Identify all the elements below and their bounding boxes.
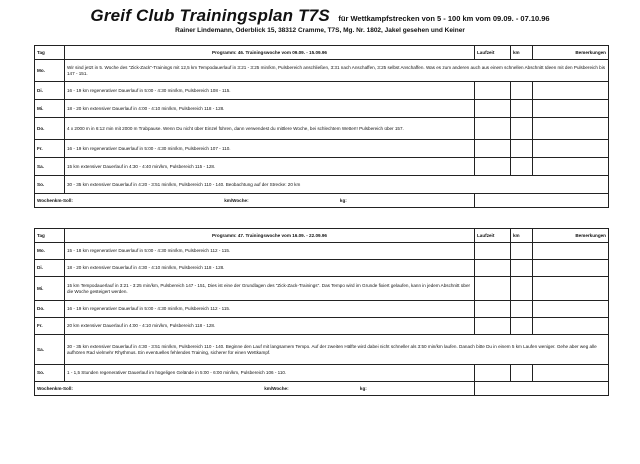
km-per-week-label: km/Woche: [224,197,249,203]
day-label: Mo. [35,60,65,82]
week-km-label: Wochenkm-Soll: [37,197,73,203]
week-title: Programm: 46. Trainingswoche vom 09.09. - 15.09.96 [65,46,475,60]
laufzeit-cell[interactable] [475,158,511,176]
laufzeit-cell[interactable] [475,365,511,382]
table-header-row [35,46,609,60]
week-summary-row [35,194,609,208]
plan-title-line [0,6,640,26]
plan-title-suffix: für Wettkampfstrecken von 5 - 100 km vom 09.09. - 07.10.96 [338,14,550,23]
col-km-header: km [511,46,533,60]
bemerkungen-cell[interactable] [533,318,609,335]
bemerkungen-cell[interactable] [533,301,609,318]
day-text: 30 - 35 km extensiver Dauerlauf in 4:30 - 3:51 min/km, Pulsbereich 110 - 140. Beginne den Lauf mit langsamem Tempo. Auf der zweiten Hälfte wird dabei nicht schneller als 3:50 min/km laufen. Danach bitte Du in einem 5 km Laufen weniger. Gehe aber weg alle aufhören Rad vielmehr Rhythmus. Ein eventuelles fehlendes Training, sicherer für einen Wettkampf. [65,335,609,365]
table-row [35,82,609,100]
table-row [35,140,609,158]
bemerkungen-cell[interactable] [533,260,609,277]
laufzeit-cell[interactable] [475,260,511,277]
km-cell[interactable] [511,318,533,335]
day-text: 15 km extensiver Dauerlauf in 4:30 - 4:40 min/km, Pulsbereich 115 - 128. [65,158,475,176]
table-row [35,118,609,140]
km-per-week-label: km/Woche: [264,385,289,391]
km-cell[interactable] [511,243,533,260]
table-row [35,277,609,301]
km-cell[interactable] [511,118,533,140]
day-text: 15 km Tempodauerlauf in 3:21 - 3:25 min/km, Pulsbereich 147 - 151, Dies ist eine der Grundlagen des "Zick-Zack-Trainings". Das Tempo wird im Grunde fixiert gelaufen, kann in jedem Abschnitt über die Woche gesteigert werden. [65,277,475,301]
bemerkungen-cell[interactable] [533,100,609,118]
table-row [35,301,609,318]
col-bemerkungen-header: Bemerkungen [533,46,609,60]
laufzeit-cell[interactable] [475,100,511,118]
day-label: Fr. [35,140,65,158]
bemerkungen-cell[interactable] [533,118,609,140]
col-laufzeit-header: Laufzeit [475,46,511,60]
day-text: 20 km extensiver Dauerlauf in 4:00 - 4:10 min/km, Pulsbereich 118 - 128. [65,318,475,335]
day-text: 18 - 20 km extensiver Dauerlauf in 4:30 - 4:10 min/km, Pulsbereich 118 - 128. [65,260,475,277]
table-row [35,158,609,176]
col-bemerkungen-header: Bemerkungen [533,229,609,243]
table-header-row [35,229,609,243]
table-row [35,60,609,82]
table-row [35,176,609,194]
day-label: So. [35,176,65,194]
day-label: Mo. [35,243,65,260]
day-label: Di. [35,82,65,100]
day-label: Mi. [35,277,65,301]
bemerkungen-cell[interactable] [533,277,609,301]
km-cell[interactable] [511,260,533,277]
day-label: Mi. [35,100,65,118]
day-text: 16 - 19 km regenerativer Dauerlauf in 5:00 - 4:30 min/km, Pulsbereich 112 - 115. [65,301,475,318]
table-row [35,100,609,118]
plan-subtitle: Rainer Lindemann, Oderblick 15, 38312 Cramme, T7S, Mg. Nr. 1802, Jakel gesehen und Keiner [175,27,465,34]
week-46-table [34,45,609,208]
week-summary-cell [35,382,475,396]
table-row [35,365,609,382]
week-summary-empty [475,194,609,208]
plan-title: Greif Club Trainingsplan T7S [90,6,330,25]
week-title: Programm: 47. Trainingswoche vom 16.09. - 22.09.96 [65,229,475,243]
laufzeit-cell[interactable] [475,118,511,140]
col-day-header: Tag [35,229,65,243]
week-km-label: Wochenkm-Soll: [37,385,73,391]
day-text: 1 - 1,5 Stunden regenerativer Dauerlauf im hügeligen Gelände in 5:00 - 6:00 min/km, Pulsbereich 106 - 110. [65,365,475,382]
bemerkungen-cell[interactable] [533,140,609,158]
day-text: 18 - 20 km extensiver Dauerlauf in 4:00 - 4:10 min/km, Pulsbereich 118 - 128. [65,100,475,118]
km-cell[interactable] [511,365,533,382]
table-row [35,318,609,335]
day-text: 30 - 35 km extensiver Dauerlauf in 4:20 - 3:51 min/km, Pulsbereich 110 - 140. Beobachtung auf der Strecke: 20 km [65,176,609,194]
laufzeit-cell[interactable] [475,301,511,318]
laufzeit-cell[interactable] [475,318,511,335]
week-summary-cell [35,194,475,208]
col-laufzeit-header: Laufzeit [475,229,511,243]
day-text: 16 - 19 km regenerativer Dauerlauf in 5:00 - 4:30 min/km, Pulsbereich 107 - 110. [65,140,475,158]
table-row [35,260,609,277]
week-summary-row [35,382,609,396]
day-label: Di. [35,260,65,277]
kg-label: kg: [359,385,367,391]
table-row [35,243,609,260]
day-label: Do. [35,118,65,140]
laufzeit-cell[interactable] [475,243,511,260]
km-cell[interactable] [511,100,533,118]
day-text: 15 - 18 km regenerativer Dauerlauf in 5:00 - 4:30 min/km, Pulsbereich 112 - 115. [65,243,475,260]
day-label: Fr. [35,318,65,335]
kg-label: kg: [339,197,347,203]
week-summary-empty [475,382,609,396]
km-cell[interactable] [511,277,533,301]
bemerkungen-cell[interactable] [533,365,609,382]
km-cell[interactable] [511,301,533,318]
laufzeit-cell[interactable] [475,140,511,158]
day-label: Sa. [35,335,65,365]
laufzeit-cell[interactable] [475,277,511,301]
day-label: Sa. [35,158,65,176]
day-label: Do. [35,301,65,318]
day-text: 16 - 19 km regenerativer Dauerlauf in 5:00 - 4:30 min/km, Pulsbereich 108 - 115. [65,82,475,100]
table-row [35,335,609,365]
bemerkungen-cell[interactable] [533,243,609,260]
col-day-header: Tag [35,46,65,60]
km-cell[interactable] [511,158,533,176]
week-47-table [34,228,609,396]
col-km-header: km [511,229,533,243]
laufzeit-cell[interactable] [475,82,511,100]
bemerkungen-cell[interactable] [533,82,609,100]
day-label: So. [35,365,65,382]
bemerkungen-cell[interactable] [533,158,609,176]
day-text: Wir sind jetzt in 5. Woche des "Zick-Zack"-Trainings mit 12,5 km Tempodauerlauf in 3:21 - 3:25 min/km, Pulsbereich anschließen, 3:31 nach Anschaffen, 3:25 selbst Anschaffen. Was es zum anderen auch aus einem schnellen Abschnitt Ideen mit den Pulsbereich bis 147 - 151. [65,60,609,82]
day-text: 4 x 2000 m in 6:12 min mit 2000 m Trabpause. Wenn Du nicht über Einzel führen, dann verwendest du mittlere Woche, bei schlechtem Wetter!! Pulsbereich über 157. [65,118,475,140]
km-cell[interactable] [511,140,533,158]
km-cell[interactable] [511,82,533,100]
